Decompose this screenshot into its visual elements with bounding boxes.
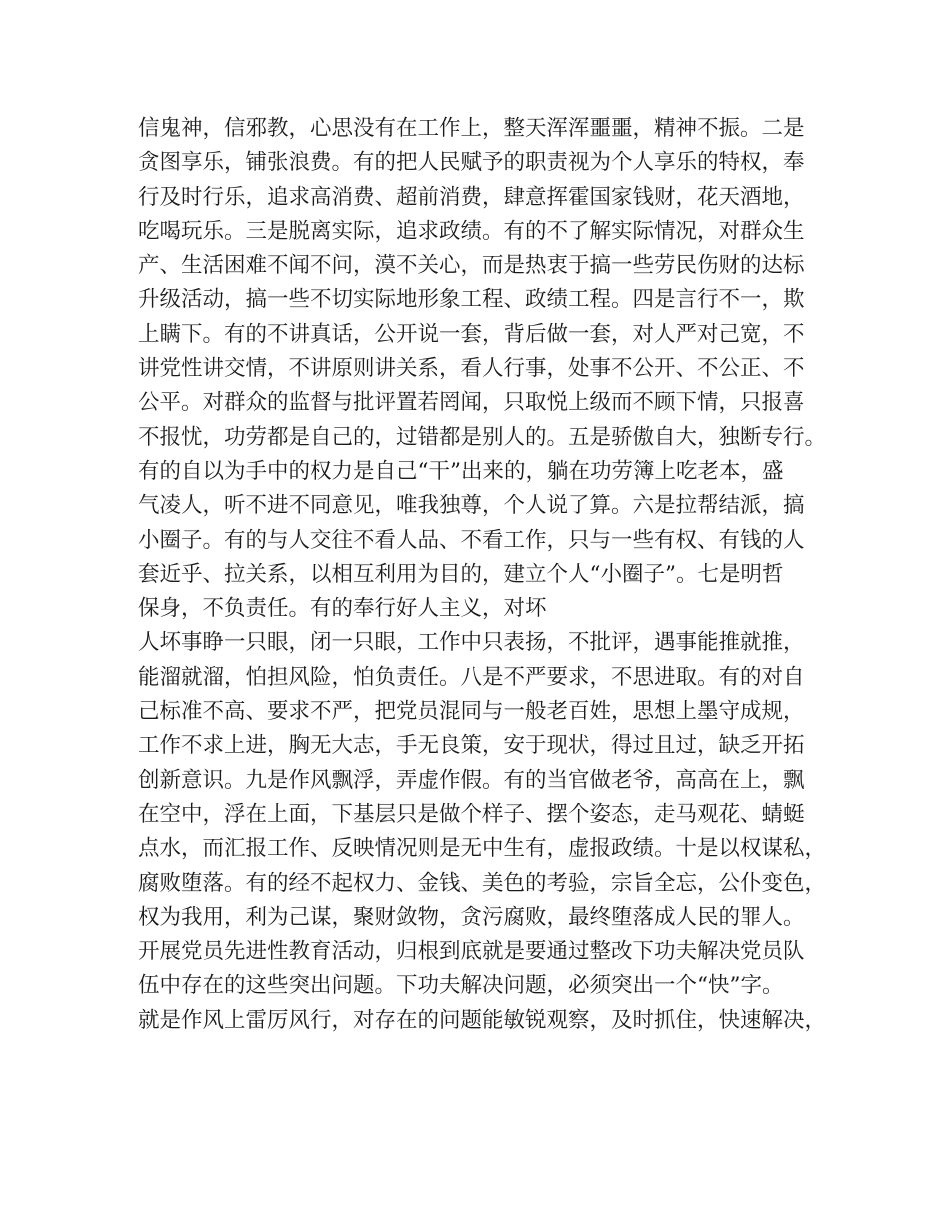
- text-line: 公平。对群众的监督与批评置若罔闻，只取悦上级而不顾下情，只报喜: [138, 390, 805, 416]
- text-line: 伍中存在的这些突出问题。下功夫解决问题，必须突出一个“快”字。: [138, 973, 784, 999]
- text-line: 腐败堕落。有的经不起权力、金钱、美色的考验，宗旨全忘，公仆变色，: [138, 870, 827, 896]
- text-line: 就是作风上雷厉风行，对存在的问题能敏锐观察，及时抓住，快速解决，: [138, 1007, 827, 1033]
- text-line: 点水，而汇报工作、反映情况则是无中生有，虚报政绩。十是以权谋私，: [138, 836, 827, 862]
- text-line: 有的自以为手中的权力是自己“干”出来的，躺在功劳簿上吃老本，盛: [138, 458, 784, 484]
- text-line: 气凌人，听不进不同意见，唯我独尊，个人说了算。六是拉帮结派，搞: [138, 493, 805, 519]
- text-line: 套近乎、拉关系，以相互利用为目的，建立个人“小圈子”。七是明哲: [138, 561, 784, 587]
- text-line: 权为我用，利为己谋，聚财敛物，贪污腐败，最终堕落成人民的罪人。: [138, 904, 805, 930]
- text-line: 人坏事睁一只眼，闭一只眼，工作中只表扬，不批评，遇事能推就推，: [138, 630, 805, 656]
- text-line: 贪图享乐，铺张浪费。有的把人民赋予的职责视为个人享乐的特权，奉: [138, 150, 805, 176]
- text-line: 开展党员先进性教育活动，归根到底就是要通过整改下功夫解决党员队: [138, 939, 805, 965]
- text-line: 不报忧，功劳都是自己的，过错都是别人的。五是骄傲自大，独断专行。: [138, 424, 827, 450]
- text-line: 产、生活困难不闻不问，漠不关心，而是热衷于搞一些劳民伤财的达标: [138, 253, 805, 279]
- text-line: 能溜就溜，怕担风险，怕负责任。八是不严要求，不思进取。有的对自: [138, 664, 805, 690]
- text-line: 保身，不负责任。有的奉行好人主义，对坏: [138, 596, 547, 622]
- text-line: 上瞒下。有的不讲真话，公开说一套，背后做一套，对人严对己宽，不: [138, 321, 805, 347]
- text-line: 吃喝玩乐。三是脱离实际，追求政绩。有的不了解实际情况，对群众生: [138, 218, 805, 244]
- text-line: 行及时行乐，追求高消费、超前消费，肆意挥霍国家钱财，花天酒地，: [138, 184, 805, 210]
- text-line: 创新意识。九是作风飘浮，弄虚作假。有的当官做老爷，高高在上，飘: [138, 767, 805, 793]
- text-line: 小圈子。有的与人交往不看人品、不看工作，只与一些有权、有钱的人: [138, 527, 805, 553]
- text-line: 讲党性讲交情，不讲原则讲关系，看人行事，处事不公开、不公正、不: [138, 356, 805, 382]
- text-line: 升级活动，搞一些不切实际地形象工程、政绩工程。四是言行不一，欺: [138, 287, 805, 313]
- text-line: 信鬼神，信邪教，心思没有在工作上，整天浑浑噩噩，精神不振。二是: [138, 116, 805, 141]
- text-line: 在空中，浮在上面，下基层只是做个样子、摆个姿态，走马观花、蜻蜓: [138, 801, 805, 827]
- text-line: 工作不求上进，胸无大志，手无良策，安于现状，得过且过，缺乏开拓: [138, 733, 805, 759]
- text-line: 己标准不高、要求不严，把党员混同与一般老百姓，思想上墨守成规，: [138, 699, 805, 725]
- body-text: [138, 112, 838, 1038]
